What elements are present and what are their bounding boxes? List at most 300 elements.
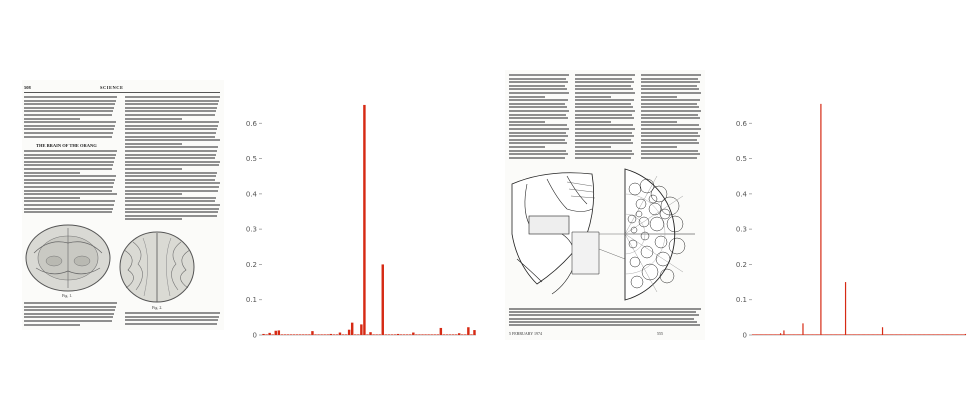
text-line <box>24 125 115 127</box>
bar <box>452 334 454 335</box>
bar <box>348 330 350 335</box>
bar <box>788 334 789 335</box>
bar <box>758 334 759 335</box>
y-tick-label: 0.3 <box>245 225 257 234</box>
bar <box>866 334 867 335</box>
text-line <box>641 135 700 137</box>
bar <box>964 334 965 335</box>
bar <box>960 334 961 335</box>
bar <box>825 334 826 335</box>
text-line <box>24 200 115 202</box>
bar <box>890 334 891 335</box>
text-line <box>125 132 216 134</box>
text-line <box>24 313 114 315</box>
bar <box>870 334 871 335</box>
bar <box>770 334 771 335</box>
bar <box>796 334 797 335</box>
bar <box>891 334 892 335</box>
bar <box>449 334 451 335</box>
bar <box>867 334 868 335</box>
bar <box>278 330 280 335</box>
text-line <box>125 323 217 325</box>
text-line <box>125 110 216 112</box>
text-line <box>575 74 635 76</box>
bar <box>895 334 896 335</box>
bar <box>808 334 809 335</box>
bar <box>824 334 825 335</box>
y-tick-label: 0 <box>252 331 257 340</box>
bar <box>308 334 310 335</box>
bar <box>778 334 779 335</box>
bar <box>320 334 322 335</box>
text-line <box>509 132 566 134</box>
bar <box>929 334 930 335</box>
bar <box>892 334 893 335</box>
bar <box>865 334 866 335</box>
bar <box>871 334 872 335</box>
text-line <box>509 311 696 313</box>
bar <box>956 334 957 335</box>
text-line <box>125 208 219 210</box>
bar <box>406 334 408 335</box>
bar <box>801 334 802 335</box>
bar <box>290 334 292 335</box>
bar <box>327 334 329 335</box>
text-line <box>509 318 694 320</box>
document-page-right <box>505 70 705 340</box>
bar <box>799 334 800 335</box>
bar <box>846 334 847 335</box>
bar <box>827 334 828 335</box>
bar <box>753 334 754 335</box>
text-line <box>509 81 568 83</box>
bar <box>773 334 774 335</box>
text-line <box>575 135 634 137</box>
bar <box>820 104 821 335</box>
bar <box>936 334 937 335</box>
text-line <box>24 103 115 105</box>
bar <box>863 334 864 335</box>
fig1-label: Fig. 1. <box>62 293 73 298</box>
bar <box>265 334 267 335</box>
bar <box>391 334 393 335</box>
bar <box>363 105 365 335</box>
bar <box>877 334 878 335</box>
text-line <box>575 92 635 94</box>
bar-chart-1 <box>240 80 480 345</box>
text-line <box>125 161 220 163</box>
text-line <box>509 117 568 119</box>
y-tick-label: 0.4 <box>735 190 747 199</box>
text-line <box>125 118 182 120</box>
bar <box>403 334 405 335</box>
bar <box>793 334 794 335</box>
bar <box>333 334 335 335</box>
bar <box>941 334 942 335</box>
bar <box>397 334 399 335</box>
bar <box>792 334 793 335</box>
text-line <box>125 103 218 105</box>
bar <box>912 334 913 335</box>
bar <box>774 334 775 335</box>
bar <box>886 334 887 335</box>
bar <box>916 334 917 335</box>
text-line <box>24 168 112 170</box>
bar <box>830 334 831 335</box>
text-line <box>24 96 117 98</box>
text-line <box>24 186 113 188</box>
footer-left: 5 FEBRUARY 1974 <box>509 331 542 336</box>
bar <box>937 334 938 335</box>
text-line <box>575 157 631 159</box>
bar <box>805 334 806 335</box>
bar <box>875 334 876 335</box>
bar <box>437 334 439 335</box>
bar <box>440 328 442 335</box>
text-line <box>575 153 634 155</box>
bar <box>756 334 757 335</box>
bar <box>443 334 445 335</box>
bar <box>903 334 904 335</box>
bar <box>873 334 874 335</box>
bar <box>759 334 760 335</box>
bar <box>829 334 830 335</box>
bar <box>931 334 932 335</box>
bar <box>839 334 840 335</box>
bar <box>765 334 766 335</box>
bar <box>275 331 277 335</box>
bar <box>852 334 853 335</box>
bar <box>809 334 810 335</box>
y-tick-label: 0.5 <box>245 155 257 164</box>
bar <box>853 334 854 335</box>
bar <box>385 334 387 335</box>
text-line <box>641 110 701 112</box>
bar <box>811 334 812 335</box>
text-line <box>125 100 219 102</box>
bar <box>461 334 463 335</box>
bar <box>920 334 921 335</box>
bar <box>835 334 836 335</box>
text-line <box>575 132 632 134</box>
text-line <box>575 117 634 119</box>
bar <box>769 334 770 335</box>
text-line <box>125 168 182 170</box>
y-tick-label: 0.1 <box>735 296 747 305</box>
text-line <box>509 110 569 112</box>
bar <box>421 334 423 335</box>
bar <box>806 334 807 335</box>
text-line <box>509 142 567 144</box>
bar <box>807 334 808 335</box>
text-line <box>125 121 219 123</box>
y-tick-label: 0 <box>742 331 747 340</box>
bar <box>293 334 295 335</box>
text-line <box>125 200 215 202</box>
bar <box>907 334 908 335</box>
bar <box>961 334 962 335</box>
bar <box>458 333 460 335</box>
bar <box>427 334 429 335</box>
text-line <box>24 204 114 206</box>
text-line <box>24 208 113 210</box>
bar <box>951 334 952 335</box>
bar <box>262 334 264 335</box>
bar <box>935 334 936 335</box>
text-line <box>575 96 611 98</box>
bar <box>268 333 270 335</box>
text-line <box>509 139 565 141</box>
bar <box>888 334 889 335</box>
text-line <box>575 128 635 130</box>
bar <box>314 334 316 335</box>
text-line <box>125 211 218 213</box>
text-line <box>24 164 113 166</box>
bar <box>847 334 848 335</box>
bar <box>879 334 880 335</box>
bar <box>755 334 756 335</box>
bar <box>802 323 803 335</box>
bar <box>430 334 432 335</box>
bar <box>775 334 776 335</box>
bar <box>783 330 784 335</box>
bar <box>815 334 816 335</box>
text-line <box>641 139 697 141</box>
text-line <box>575 142 633 144</box>
text-line <box>509 92 569 94</box>
text-line <box>641 142 699 144</box>
bar <box>336 334 338 335</box>
text-line <box>641 150 698 152</box>
bar <box>394 334 396 335</box>
bar <box>898 334 899 335</box>
text-line <box>575 88 633 90</box>
text-line <box>641 132 698 134</box>
bar <box>928 334 929 335</box>
text-line <box>509 146 545 148</box>
text-line <box>24 302 117 304</box>
text-line <box>125 172 217 174</box>
text-line <box>24 316 113 318</box>
bar <box>864 334 865 335</box>
bar <box>369 332 371 335</box>
bar <box>382 264 384 335</box>
bar <box>949 334 950 335</box>
bar <box>834 334 835 335</box>
text-line <box>24 118 80 120</box>
bar <box>914 334 915 335</box>
bar <box>953 334 954 335</box>
page-number: 508 <box>24 85 31 90</box>
bar <box>862 334 863 335</box>
bar <box>940 334 941 335</box>
bar <box>874 334 875 335</box>
text-line <box>509 153 568 155</box>
bar <box>955 334 956 335</box>
bar <box>400 334 402 335</box>
bar <box>317 334 319 335</box>
text-line <box>24 172 80 174</box>
fig2-label: Fig. 2. <box>152 305 163 310</box>
bar <box>791 334 792 335</box>
bar <box>840 334 841 335</box>
text-line <box>509 124 567 126</box>
bar <box>826 334 827 335</box>
bar <box>409 334 411 335</box>
bar <box>882 327 883 335</box>
bar <box>787 334 788 335</box>
text-line <box>24 193 117 195</box>
text-line <box>24 100 116 102</box>
y-tick-label: 0.1 <box>245 296 257 305</box>
footer-right: 555 <box>657 331 663 336</box>
text-line <box>125 316 219 318</box>
text-line <box>24 157 115 159</box>
text-line <box>575 150 632 152</box>
bar-chart-2 <box>730 80 970 345</box>
text-line <box>575 121 611 123</box>
text-line <box>509 78 566 80</box>
bar <box>947 334 948 335</box>
bar <box>945 334 946 335</box>
bar <box>902 334 903 335</box>
text-line <box>125 193 182 195</box>
bar <box>357 334 359 335</box>
text-line <box>509 88 567 90</box>
bar <box>415 334 417 335</box>
text-line <box>24 161 114 163</box>
text-line <box>24 132 113 134</box>
bar <box>954 334 955 335</box>
text-line <box>641 121 677 123</box>
bar <box>843 334 844 335</box>
text-line <box>509 121 545 123</box>
y-tick-label: 0.4 <box>245 190 257 199</box>
text-line <box>641 85 697 87</box>
text-line <box>575 78 632 80</box>
bar <box>930 334 931 335</box>
bar <box>817 334 818 335</box>
bar <box>296 334 298 335</box>
bar <box>918 334 919 335</box>
bar <box>845 282 846 335</box>
bar <box>917 334 918 335</box>
text-line <box>125 136 215 138</box>
bar <box>926 334 927 335</box>
text-line <box>641 153 700 155</box>
text-line <box>24 121 116 123</box>
text-line <box>125 182 220 184</box>
text-line <box>509 99 568 101</box>
bar <box>921 334 922 335</box>
bar <box>881 334 882 335</box>
text-line <box>509 85 565 87</box>
y-tick-label: 0.5 <box>735 155 747 164</box>
bar <box>760 334 761 335</box>
bar <box>857 334 858 335</box>
text-line <box>125 164 219 166</box>
text-line <box>641 74 701 76</box>
bar <box>366 334 368 335</box>
bar <box>950 334 951 335</box>
bar <box>467 327 469 335</box>
bar <box>780 333 781 335</box>
bar <box>868 334 869 335</box>
bar <box>844 334 845 335</box>
bar <box>342 334 344 335</box>
bar <box>424 334 426 335</box>
bar <box>965 334 966 335</box>
bar <box>860 334 861 335</box>
bar <box>798 334 799 335</box>
bar <box>919 334 920 335</box>
bar <box>854 334 855 335</box>
bar <box>378 334 380 335</box>
text-line <box>125 218 182 220</box>
bar <box>880 334 881 335</box>
bar <box>302 334 304 335</box>
bar <box>911 334 912 335</box>
bar <box>412 333 414 335</box>
bar <box>372 334 374 335</box>
bar <box>900 334 901 335</box>
bar <box>958 334 959 335</box>
text-line <box>125 186 219 188</box>
bar <box>905 334 906 335</box>
bar <box>927 334 928 335</box>
bar <box>819 334 820 335</box>
text-line <box>125 107 217 109</box>
y-tick-label: 0.6 <box>735 119 747 128</box>
bar <box>963 334 964 335</box>
bar <box>305 334 307 335</box>
receptive-field-diagram <box>507 164 703 304</box>
bar <box>910 334 911 335</box>
text-line <box>125 175 216 177</box>
text-line <box>24 182 114 184</box>
text-line <box>24 110 113 112</box>
bar <box>299 334 301 335</box>
text-line <box>641 124 699 126</box>
bar <box>782 334 783 335</box>
bar <box>818 334 819 335</box>
text-line <box>575 81 634 83</box>
bar <box>942 334 943 335</box>
bar <box>388 334 390 335</box>
text-line <box>509 114 566 116</box>
bar <box>833 334 834 335</box>
bar <box>814 334 815 335</box>
text-line <box>641 81 700 83</box>
bar <box>837 334 838 335</box>
bar <box>959 334 960 335</box>
text-line <box>24 175 116 177</box>
text-line <box>24 320 112 322</box>
bar <box>754 334 755 335</box>
text-line <box>509 157 565 159</box>
bar <box>777 334 778 335</box>
text-line <box>125 157 215 159</box>
text-line <box>24 324 80 326</box>
bar <box>795 334 796 335</box>
bar <box>271 334 273 335</box>
bar <box>345 334 347 335</box>
text-line <box>509 150 566 152</box>
document-page-left <box>22 80 224 330</box>
bar <box>913 334 914 335</box>
bar <box>957 334 958 335</box>
text-line <box>24 150 117 152</box>
